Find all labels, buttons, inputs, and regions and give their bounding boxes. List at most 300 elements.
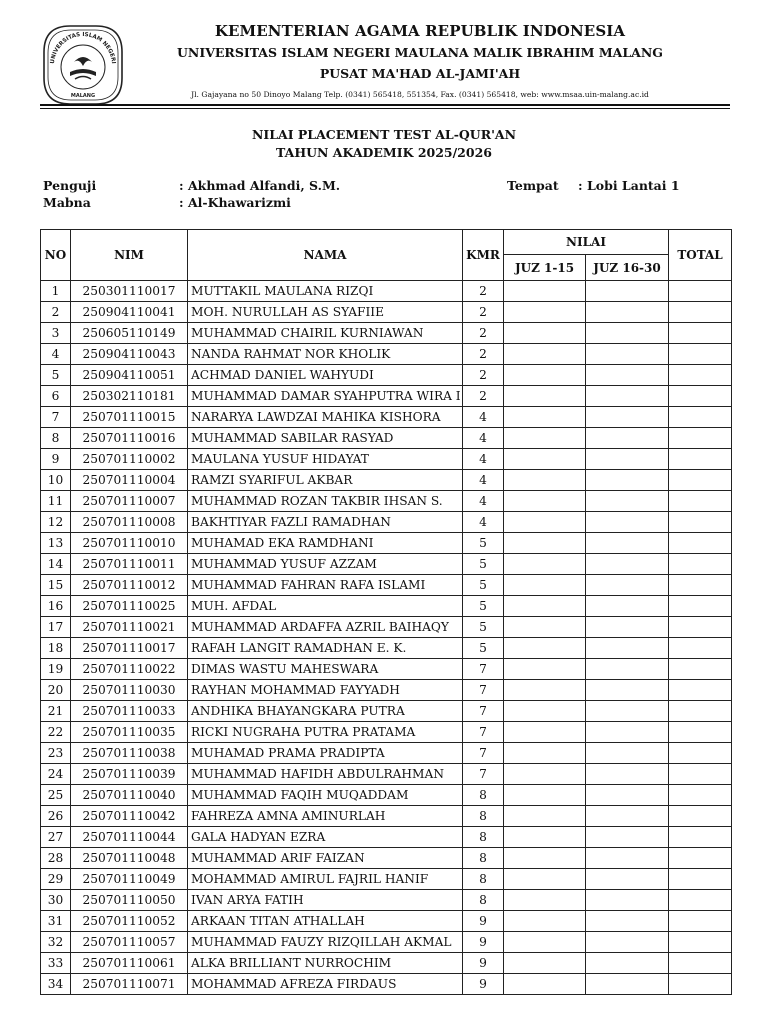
row-nim: 250301110017 (71, 281, 188, 302)
row-nama: GALA HADYAN EZRA (188, 827, 463, 848)
row-nim: 250701110039 (71, 764, 188, 785)
col-header-juz-1-15: JUZ 1-15 (504, 255, 586, 281)
ministry-name: KEMENTERIAN AGAMA REPUBLIK INDONESIA (214, 22, 626, 40)
table-row (41, 302, 732, 323)
tempat-label: Tempat (507, 178, 559, 193)
score-juz-1-15-cell[interactable] (504, 428, 586, 449)
row-nama: MUHAMMAD DAMAR SYAHPUTRA WIRA I (188, 386, 463, 407)
score-juz-16-30-cell[interactable] (586, 659, 669, 680)
table-row (41, 281, 732, 302)
score-juz-16-30-cell[interactable] (586, 428, 669, 449)
table-row (41, 470, 732, 491)
score-juz-1-15-cell[interactable] (504, 848, 586, 869)
total-score-cell[interactable] (669, 407, 732, 428)
score-juz-1-15-cell[interactable] (504, 701, 586, 722)
total-score-cell[interactable] (669, 575, 732, 596)
score-juz-16-30-cell[interactable] (586, 638, 669, 659)
row-kmr: 2 (463, 365, 504, 386)
row-number: 32 (41, 932, 71, 953)
table-row (41, 344, 732, 365)
total-score-cell[interactable] (669, 302, 732, 323)
row-number: 2 (41, 302, 71, 323)
row-nim: 250701110050 (71, 890, 188, 911)
total-score-cell[interactable] (669, 722, 732, 743)
score-juz-16-30-cell[interactable] (586, 764, 669, 785)
table-row (41, 575, 732, 596)
row-nama: MUHAMMAD ROZAN TAKBIR IHSAN S. (188, 491, 463, 512)
row-kmr: 8 (463, 848, 504, 869)
row-nama: MUHAMMAD CHAIRIL KURNIAWAN (188, 323, 463, 344)
score-juz-1-15-cell[interactable] (504, 617, 586, 638)
row-kmr: 5 (463, 533, 504, 554)
col-header-nama: NAMA (188, 230, 463, 281)
mabna-value: : Al-Khawarizmi (179, 195, 291, 210)
table-row (41, 386, 732, 407)
row-nama: MUHAMMAD FAUZY RIZQILLAH AKMAL (188, 932, 463, 953)
row-nama: FAHREZA AMNA AMINURLAH (188, 806, 463, 827)
table-row (41, 785, 732, 806)
score-juz-1-15-cell[interactable] (504, 596, 586, 617)
row-kmr: 8 (463, 785, 504, 806)
table-row (41, 323, 732, 344)
score-juz-1-15-cell[interactable] (504, 785, 586, 806)
score-juz-16-30-cell[interactable] (586, 470, 669, 491)
row-nim: 250701110007 (71, 491, 188, 512)
score-juz-1-15-cell[interactable] (504, 470, 586, 491)
table-row (41, 365, 732, 386)
row-number: 5 (41, 365, 71, 386)
row-nama: MOHAMMAD AFREZA FIRDAUS (188, 974, 463, 995)
row-nama: ANDHIKA BHAYANGKARA PUTRA (188, 701, 463, 722)
row-kmr: 4 (463, 449, 504, 470)
row-nim: 250302110181 (71, 386, 188, 407)
col-header-nim: NIM (71, 230, 188, 281)
row-nim: 250904110043 (71, 344, 188, 365)
table-row (41, 659, 732, 680)
row-number: 4 (41, 344, 71, 365)
col-header-no: NO (41, 230, 71, 281)
row-number: 11 (41, 491, 71, 512)
row-nim: 250701110049 (71, 869, 188, 890)
row-kmr: 5 (463, 596, 504, 617)
row-nim: 250904110041 (71, 302, 188, 323)
total-score-cell[interactable] (669, 617, 732, 638)
score-juz-1-15-cell[interactable] (504, 806, 586, 827)
score-juz-16-30-cell[interactable] (586, 491, 669, 512)
score-juz-16-30-cell[interactable] (586, 953, 669, 974)
score-juz-16-30-cell[interactable] (586, 722, 669, 743)
score-juz-16-30-cell[interactable] (586, 911, 669, 932)
score-juz-1-15-cell[interactable] (504, 281, 586, 302)
center-name: PUSAT MA'HAD AL-JAMI'AH (319, 66, 521, 81)
score-table (40, 229, 732, 995)
total-score-cell[interactable] (669, 932, 732, 953)
row-nim: 250701110030 (71, 680, 188, 701)
row-number: 34 (41, 974, 71, 995)
score-juz-16-30-cell[interactable] (586, 596, 669, 617)
table-row (41, 911, 732, 932)
row-kmr: 7 (463, 659, 504, 680)
header-divider-thin (40, 108, 730, 109)
row-nim: 250701110038 (71, 743, 188, 764)
row-nim: 250605110149 (71, 323, 188, 344)
row-nama: MUHAMMAD SABILAR RASYAD (188, 428, 463, 449)
row-nim: 250701110017 (71, 638, 188, 659)
row-nim: 250701110010 (71, 533, 188, 554)
table-row (41, 407, 732, 428)
row-number: 22 (41, 722, 71, 743)
total-score-cell[interactable] (669, 449, 732, 470)
table-row (41, 596, 732, 617)
row-kmr: 7 (463, 680, 504, 701)
row-number: 6 (41, 386, 71, 407)
address-line: Jl. Gajayana no 50 Dinoyo Malang Telp. (0341) 565418, 551354, Fax. (0341) 565418, web: www.msaa.uin-malang.ac.id (191, 90, 649, 99)
col-header-juz-16-30: JUZ 16-30 (586, 255, 669, 281)
row-kmr: 4 (463, 512, 504, 533)
row-number: 27 (41, 827, 71, 848)
score-juz-16-30-cell[interactable] (586, 533, 669, 554)
total-score-cell[interactable] (669, 386, 732, 407)
score-juz-1-15-cell[interactable] (504, 512, 586, 533)
row-kmr: 8 (463, 869, 504, 890)
row-nama: MOHAMMAD AMIRUL FAJRIL HANIF (188, 869, 463, 890)
total-score-cell[interactable] (669, 638, 732, 659)
total-score-cell[interactable] (669, 470, 732, 491)
table-row (41, 953, 732, 974)
svg-text:MALANG: MALANG (70, 93, 96, 99)
row-kmr: 9 (463, 911, 504, 932)
row-kmr: 2 (463, 302, 504, 323)
row-number: 14 (41, 554, 71, 575)
total-score-cell[interactable] (669, 869, 732, 890)
document-title: NILAI PLACEMENT TEST AL-QUR'AN (251, 127, 517, 142)
score-juz-1-15-cell[interactable] (504, 344, 586, 365)
score-juz-16-30-cell[interactable] (586, 407, 669, 428)
table-row (41, 428, 732, 449)
row-nama: ALKA BRILLIANT NURROCHIM (188, 953, 463, 974)
total-score-cell[interactable] (669, 764, 732, 785)
score-juz-1-15-cell[interactable] (504, 680, 586, 701)
col-header-total: TOTAL (669, 230, 732, 281)
total-score-cell[interactable] (669, 596, 732, 617)
row-nama: RAMZI SYARIFUL AKBAR (188, 470, 463, 491)
row-kmr: 7 (463, 764, 504, 785)
score-juz-1-15-cell[interactable] (504, 827, 586, 848)
row-nama: NARARYA LAWDZAI MAHIKA KISHORA (188, 407, 463, 428)
score-juz-16-30-cell[interactable] (586, 512, 669, 533)
table-row (41, 701, 732, 722)
row-kmr: 7 (463, 722, 504, 743)
table-row (41, 512, 732, 533)
score-juz-16-30-cell[interactable] (586, 281, 669, 302)
document-subtitle: TAHUN AKADEMIK 2025/2026 (276, 145, 492, 160)
row-number: 29 (41, 869, 71, 890)
score-juz-16-30-cell[interactable] (586, 701, 669, 722)
total-score-cell[interactable] (669, 806, 732, 827)
row-kmr: 2 (463, 386, 504, 407)
score-juz-1-15-cell[interactable] (504, 575, 586, 596)
score-juz-16-30-cell[interactable] (586, 365, 669, 386)
total-score-cell[interactable] (669, 743, 732, 764)
row-number: 8 (41, 428, 71, 449)
score-juz-16-30-cell[interactable] (586, 890, 669, 911)
table-row (41, 848, 732, 869)
row-nama: MUHAMMAD FAQIH MUQADDAM (188, 785, 463, 806)
row-kmr: 4 (463, 428, 504, 449)
table-row (41, 764, 732, 785)
score-juz-16-30-cell[interactable] (586, 575, 669, 596)
row-nama: RAYHAN MOHAMMAD FAYYADH (188, 680, 463, 701)
row-kmr: 9 (463, 932, 504, 953)
total-score-cell[interactable] (669, 428, 732, 449)
table-row (41, 638, 732, 659)
row-nama: MUHAMMAD HAFIDH ABDULRAHMAN (188, 764, 463, 785)
row-nama: MUHAMAD EKA RAMDHANI (188, 533, 463, 554)
table-row (41, 617, 732, 638)
row-nim: 250701110048 (71, 848, 188, 869)
table-body (41, 281, 732, 995)
score-juz-1-15-cell[interactable] (504, 953, 586, 974)
score-juz-1-15-cell[interactable] (504, 911, 586, 932)
row-nim: 250701110061 (71, 953, 188, 974)
row-kmr: 8 (463, 806, 504, 827)
table-row (41, 869, 732, 890)
total-score-cell[interactable] (669, 974, 732, 995)
row-nim: 250904110051 (71, 365, 188, 386)
row-nim: 250701110002 (71, 449, 188, 470)
score-juz-16-30-cell[interactable] (586, 743, 669, 764)
score-juz-16-30-cell[interactable] (586, 806, 669, 827)
row-kmr: 7 (463, 743, 504, 764)
row-nim: 250701110016 (71, 428, 188, 449)
total-score-cell[interactable] (669, 953, 732, 974)
row-number: 21 (41, 701, 71, 722)
row-nama: BAKHTIYAR FAZLI RAMADHAN (188, 512, 463, 533)
score-juz-16-30-cell[interactable] (586, 386, 669, 407)
row-nim: 250701110004 (71, 470, 188, 491)
row-number: 3 (41, 323, 71, 344)
row-nama: ARKAAN TITAN ATHALLAH (188, 911, 463, 932)
score-juz-16-30-cell[interactable] (586, 785, 669, 806)
score-juz-16-30-cell[interactable] (586, 848, 669, 869)
score-juz-16-30-cell[interactable] (586, 869, 669, 890)
score-juz-16-30-cell[interactable] (586, 974, 669, 995)
row-number: 18 (41, 638, 71, 659)
total-score-cell[interactable] (669, 323, 732, 344)
row-number: 16 (41, 596, 71, 617)
total-score-cell[interactable] (669, 533, 732, 554)
score-juz-1-15-cell[interactable] (504, 974, 586, 995)
score-juz-16-30-cell[interactable] (586, 554, 669, 575)
table-row (41, 743, 732, 764)
row-kmr: 2 (463, 323, 504, 344)
score-juz-16-30-cell[interactable] (586, 827, 669, 848)
row-kmr: 5 (463, 638, 504, 659)
score-juz-16-30-cell[interactable] (586, 344, 669, 365)
score-juz-1-15-cell[interactable] (504, 890, 586, 911)
total-score-cell[interactable] (669, 554, 732, 575)
row-nim: 250701110021 (71, 617, 188, 638)
total-score-cell[interactable] (669, 701, 732, 722)
university-logo (40, 22, 126, 108)
score-juz-1-15-cell[interactable] (504, 407, 586, 428)
row-kmr: 5 (463, 575, 504, 596)
col-header-nilai: NILAI (504, 230, 669, 255)
total-score-cell[interactable] (669, 512, 732, 533)
score-juz-1-15-cell[interactable] (504, 533, 586, 554)
letterhead (0, 0, 768, 110)
row-kmr: 8 (463, 890, 504, 911)
score-juz-1-15-cell[interactable] (504, 743, 586, 764)
score-juz-16-30-cell[interactable] (586, 323, 669, 344)
tempat-value: : Lobi Lantai 1 (578, 178, 680, 193)
row-nama: MUHAMAD PRAMA PRADIPTA (188, 743, 463, 764)
row-nama: MUHAMMAD ARDAFFA AZRIL BAIHAQY (188, 617, 463, 638)
row-nama: MAULANA YUSUF HIDAYAT (188, 449, 463, 470)
row-kmr: 2 (463, 281, 504, 302)
row-kmr: 4 (463, 491, 504, 512)
row-nama: RAFAH LANGIT RAMADHAN E. K. (188, 638, 463, 659)
table-row (41, 806, 732, 827)
row-kmr: 9 (463, 974, 504, 995)
table-row (41, 827, 732, 848)
table-row (41, 449, 732, 470)
row-nim: 250701110012 (71, 575, 188, 596)
row-nim: 250701110033 (71, 701, 188, 722)
table-row (41, 491, 732, 512)
total-score-cell[interactable] (669, 785, 732, 806)
row-nama: IVAN ARYA FATIH (188, 890, 463, 911)
row-nama: MUTTAKIL MAULANA RIZQI (188, 281, 463, 302)
table-row (41, 932, 732, 953)
score-juz-16-30-cell[interactable] (586, 932, 669, 953)
score-juz-16-30-cell[interactable] (586, 680, 669, 701)
table-row (41, 680, 732, 701)
header-divider (40, 104, 730, 106)
row-number: 1 (41, 281, 71, 302)
row-nama: MUHAMMAD YUSUF AZZAM (188, 554, 463, 575)
row-number: 24 (41, 764, 71, 785)
row-number: 26 (41, 806, 71, 827)
total-score-cell[interactable] (669, 848, 732, 869)
table-row (41, 554, 732, 575)
total-score-cell[interactable] (669, 911, 732, 932)
row-nim: 250701110042 (71, 806, 188, 827)
row-number: 7 (41, 407, 71, 428)
row-number: 28 (41, 848, 71, 869)
col-header-kmr: KMR (463, 230, 504, 281)
row-number: 15 (41, 575, 71, 596)
row-nim: 250701110015 (71, 407, 188, 428)
score-juz-1-15-cell[interactable] (504, 554, 586, 575)
row-nim: 250701110040 (71, 785, 188, 806)
row-kmr: 5 (463, 554, 504, 575)
row-nama: MUHAMMAD ARIF FAIZAN (188, 848, 463, 869)
score-juz-16-30-cell[interactable] (586, 617, 669, 638)
row-nim: 250701110008 (71, 512, 188, 533)
row-nama: ACHMAD DANIEL WAHYUDI (188, 365, 463, 386)
row-nim: 250701110011 (71, 554, 188, 575)
row-nama: NANDA RAHMAT NOR KHOLIK (188, 344, 463, 365)
row-number: 19 (41, 659, 71, 680)
total-score-cell[interactable] (669, 827, 732, 848)
row-number: 9 (41, 449, 71, 470)
row-kmr: 8 (463, 827, 504, 848)
score-juz-1-15-cell[interactable] (504, 659, 586, 680)
university-name: UNIVERSITAS ISLAM NEGERI MAULANA MALIK IBRAHIM MALANG (177, 45, 663, 60)
row-kmr: 4 (463, 407, 504, 428)
row-nim: 250701110035 (71, 722, 188, 743)
row-nama: DIMAS WASTU MAHESWARA (188, 659, 463, 680)
penguji-label: Penguji (43, 178, 97, 193)
row-nim: 250701110025 (71, 596, 188, 617)
row-kmr: 2 (463, 344, 504, 365)
row-nim: 250701110022 (71, 659, 188, 680)
row-number: 33 (41, 953, 71, 974)
row-nama: MUHAMMAD FAHRAN RAFA ISLAMI (188, 575, 463, 596)
total-score-cell[interactable] (669, 890, 732, 911)
total-score-cell[interactable] (669, 659, 732, 680)
total-score-cell[interactable] (669, 491, 732, 512)
score-juz-16-30-cell[interactable] (586, 449, 669, 470)
penguji-value: : Akhmad Alfandi, S.M. (179, 178, 341, 193)
row-nama: MUH. AFDAL (188, 596, 463, 617)
row-number: 10 (41, 470, 71, 491)
row-nim: 250701110057 (71, 932, 188, 953)
score-juz-1-15-cell[interactable] (504, 365, 586, 386)
score-juz-1-15-cell[interactable] (504, 869, 586, 890)
svg-text:UNIVERSITAS ISLAM NEGERI: UNIVERSITAS ISLAM NEGERI (49, 31, 116, 65)
row-kmr: 9 (463, 953, 504, 974)
total-score-cell[interactable] (669, 344, 732, 365)
score-juz-1-15-cell[interactable] (504, 722, 586, 743)
row-nama: MOH. NURULLAH AS SYAFIIE (188, 302, 463, 323)
row-nim: 250701110071 (71, 974, 188, 995)
row-number: 12 (41, 512, 71, 533)
row-number: 13 (41, 533, 71, 554)
row-number: 30 (41, 890, 71, 911)
score-juz-1-15-cell[interactable] (504, 323, 586, 344)
row-number: 31 (41, 911, 71, 932)
score-juz-1-15-cell[interactable] (504, 764, 586, 785)
score-juz-1-15-cell[interactable] (504, 386, 586, 407)
table-row (41, 722, 732, 743)
row-kmr: 7 (463, 701, 504, 722)
table-row (41, 533, 732, 554)
score-juz-16-30-cell[interactable] (586, 302, 669, 323)
score-juz-1-15-cell[interactable] (504, 449, 586, 470)
score-juz-1-15-cell[interactable] (504, 932, 586, 953)
row-kmr: 4 (463, 470, 504, 491)
total-score-cell[interactable] (669, 281, 732, 302)
table-row (41, 974, 732, 995)
total-score-cell[interactable] (669, 680, 732, 701)
score-juz-1-15-cell[interactable] (504, 638, 586, 659)
row-number: 17 (41, 617, 71, 638)
score-juz-1-15-cell[interactable] (504, 491, 586, 512)
total-score-cell[interactable] (669, 365, 732, 386)
row-number: 20 (41, 680, 71, 701)
row-number: 23 (41, 743, 71, 764)
row-number: 25 (41, 785, 71, 806)
row-nama: RICKI NUGRAHA PUTRA PRATAMA (188, 722, 463, 743)
table-row (41, 890, 732, 911)
row-nim: 250701110044 (71, 827, 188, 848)
score-juz-1-15-cell[interactable] (504, 302, 586, 323)
row-nim: 250701110052 (71, 911, 188, 932)
mabna-label: Mabna (43, 195, 91, 210)
row-kmr: 5 (463, 617, 504, 638)
